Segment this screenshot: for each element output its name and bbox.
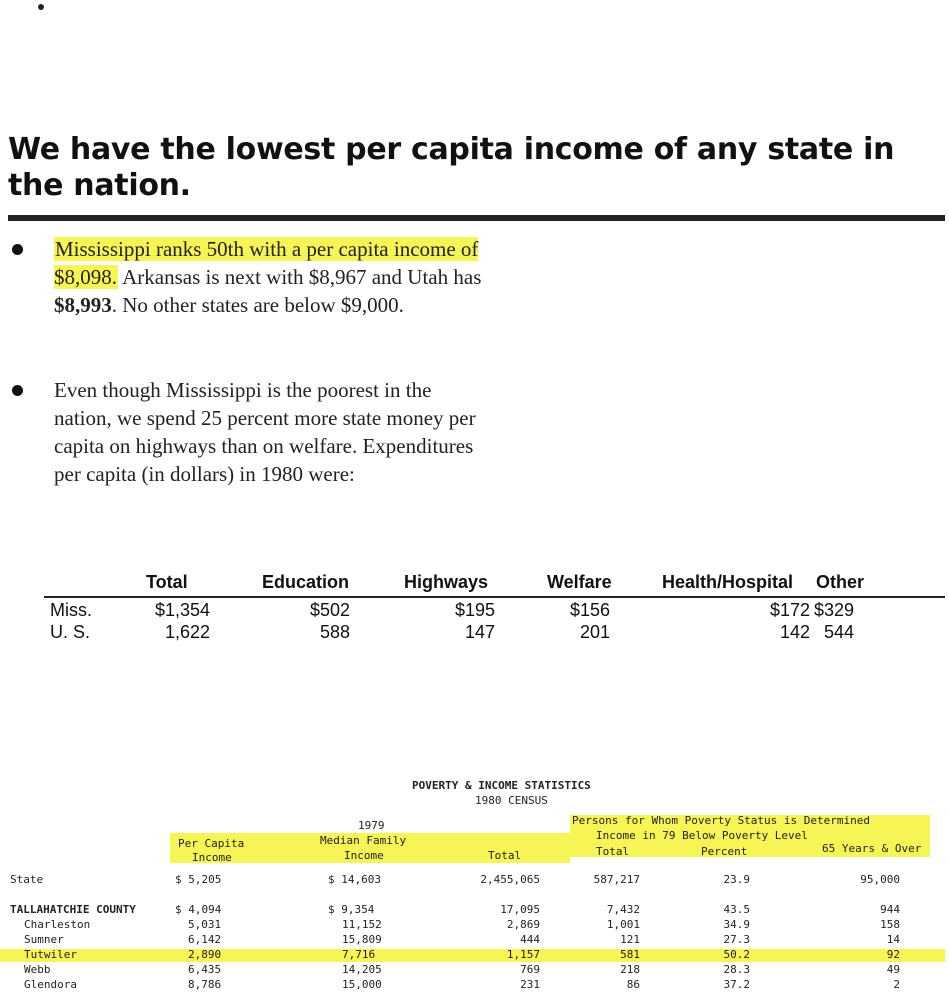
table-cell: 588: [319, 622, 350, 642]
col-header: Total: [146, 572, 188, 592]
table-row: [0, 873, 949, 888]
table-cell: 147: [464, 622, 495, 642]
expenditures-header-row: [50, 570, 945, 596]
table-cell: 8,786: [188, 978, 222, 991]
table-cell: 43.5: [723, 903, 750, 916]
table-cell: 218: [620, 963, 640, 976]
table-cell: 86: [626, 978, 640, 991]
print-speck: [38, 4, 44, 10]
table-cell: $1,354: [154, 600, 210, 620]
table-cell: $172: [769, 600, 810, 620]
bullet-text-part: . No other states are below $9,000.: [111, 293, 404, 317]
col-header: Other: [816, 572, 865, 592]
table-cell: 158: [880, 918, 900, 931]
table-cell: 769: [520, 963, 540, 976]
table-cell: 587,217: [593, 873, 640, 886]
table-cell: 7,432: [606, 903, 640, 916]
table-cell: $156: [569, 600, 610, 620]
table-cell: $ 14,603: [328, 873, 381, 886]
table-cell: 11,152: [342, 918, 382, 931]
table-row: [0, 963, 949, 978]
table-cell: 5,031: [188, 918, 222, 931]
table-row: [0, 948, 949, 963]
col-header: Total: [596, 845, 630, 858]
row-label: Webb: [24, 963, 51, 976]
row-label: TALLAHATCHIE COUNTY: [10, 903, 136, 916]
bullet-spending: [12, 376, 482, 488]
table-cell: 2,890: [188, 948, 222, 961]
table-cell: 37.2: [723, 978, 750, 991]
table-cell: 1,157: [506, 948, 540, 961]
table-cell: 142: [779, 622, 810, 642]
headline-rule: [8, 215, 945, 221]
table-row: [0, 978, 949, 993]
bullet-text-part: Arkansas is next with $8,967 and Utah has: [118, 265, 482, 289]
bullet-dot-icon: [12, 385, 23, 396]
table-cell: 15,000: [342, 978, 382, 991]
table-row: [0, 933, 949, 948]
col-header: Highways: [404, 572, 489, 592]
col-header: Income: [344, 849, 384, 862]
row-label: State: [10, 873, 44, 886]
col-header: 65 Years & Over: [822, 842, 922, 855]
col-header: Total: [488, 849, 522, 862]
expenditures-table: [50, 570, 945, 642]
table-row: [0, 918, 949, 933]
row-label: U. S.: [50, 622, 91, 642]
table-cell: 121: [620, 933, 640, 946]
bullet-text: [54, 235, 482, 319]
table-cell: $ 5,205: [175, 873, 222, 886]
col-header: Welfare: [547, 572, 612, 592]
table-cell: 95,000: [860, 873, 900, 886]
col-header: Education: [262, 572, 350, 592]
table-row: [0, 903, 949, 918]
poverty-subtitle: 1980 CENSUS: [475, 794, 548, 807]
row-label: Sumner: [24, 933, 64, 946]
table-cell: 944: [880, 903, 900, 916]
poverty-title: POVERTY & INCOME STATISTICS: [412, 779, 591, 792]
table-cell: 7,716: [342, 948, 376, 961]
table-cell: 27.3: [723, 933, 750, 946]
table-cell: 544: [823, 622, 854, 642]
row-label: Miss.: [50, 600, 92, 620]
table-row: [50, 620, 945, 642]
col-header: Persons for Whom Poverty Status is Determined: [572, 814, 871, 827]
table-cell: 49: [886, 963, 900, 976]
table-cell: 2: [893, 978, 900, 991]
table-cell: 231: [520, 978, 540, 991]
poverty-table: [0, 775, 949, 1000]
col-header: Income in 79 Below Poverty Level: [596, 829, 808, 842]
table-cell: 17,095: [500, 903, 540, 916]
row-label: Glendora: [24, 978, 77, 991]
table-cell: 1,001: [606, 918, 640, 931]
table-cell: 2,869: [506, 918, 540, 931]
col-header: Income: [192, 851, 232, 864]
bullet-text: Even though Mississippi is the poorest in the nation, we spend 25 percent more state money per capita on highways than on welfare. Expenditures per capita (in dollars) in 1980 were:: [54, 378, 476, 486]
bullet-dot-icon: [12, 244, 23, 255]
table-cell: 581: [620, 948, 640, 961]
table-cell: $ 9,354: [328, 903, 375, 916]
col-header: Health/Hospital: [662, 572, 794, 592]
table-cell: 201: [579, 622, 610, 642]
table-cell: 2,455,065: [480, 873, 540, 886]
col-header: Median Family: [320, 834, 407, 847]
row-label: Tutwiler: [24, 948, 77, 961]
table-cell: $195: [454, 600, 495, 620]
table-cell: 444: [520, 933, 540, 946]
col-header: Percent: [701, 845, 748, 858]
highlighted-text: Mississippi ranks 50th with a per capita income of $8,098.: [54, 237, 479, 289]
bold-value: $8,993: [54, 293, 112, 317]
headline: We have the lowest per capita income of any state in the nation.: [8, 132, 895, 203]
table-cell: 6,435: [188, 963, 222, 976]
table-cell: $ 4,094: [175, 903, 222, 916]
col-header: Per Capita: [178, 837, 245, 850]
col-header: 1979: [358, 819, 385, 832]
table-row: [50, 598, 945, 620]
table-cell: $502: [309, 600, 350, 620]
table-cell: 34.9: [723, 918, 750, 931]
table-cell: 28.3: [723, 963, 750, 976]
table-cell: 1,622: [164, 622, 210, 642]
table-cell: 14,205: [342, 963, 382, 976]
table-cell: 50.2: [723, 948, 750, 961]
bullet-income-rank: [12, 235, 482, 319]
table-cell: 6,142: [188, 933, 222, 946]
row-label: Charleston: [24, 918, 91, 931]
table-cell: 92: [886, 948, 900, 961]
table-cell: 14: [886, 933, 900, 946]
table-cell: $329: [814, 600, 855, 620]
table-cell: 23.9: [723, 873, 750, 886]
table-cell: 15,809: [342, 933, 382, 946]
